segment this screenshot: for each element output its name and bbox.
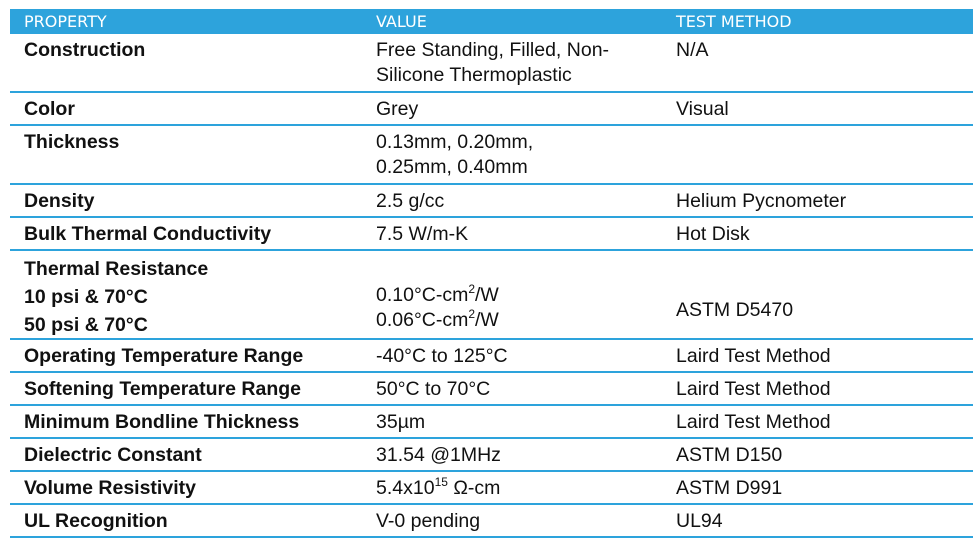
value-cell: 35µm [376,411,426,433]
value-cell [376,38,609,88]
property-line: 50 psi & 70°C [24,314,148,336]
property-cell: Thickness [24,131,120,153]
method-cell: ASTM D150 [676,444,783,466]
table-row [10,373,973,406]
property-cell: Operating Temperature Range [24,345,304,367]
method-cell: Hot Disk [676,223,750,245]
method-cell: Laird Test Method [676,378,831,400]
value-line: 0.25mm, 0.40mm [376,156,528,178]
value-cell [376,130,533,180]
table-row [10,472,973,505]
properties-table [10,9,973,538]
superscript: 2 [468,306,476,321]
table-row [10,34,973,93]
table-row [10,185,973,218]
value-cell: 50°C to 70°C [376,378,491,400]
method-cell: ASTM D5470 [676,299,794,321]
property-cell: Color [24,98,75,120]
value-text: Ω-cm [447,477,501,499]
property-cell: Construction [24,39,146,61]
property-cell: Dielectric Constant [24,444,202,466]
value-cell: 2.5 g/cc [376,190,445,212]
method-cell: Laird Test Method [676,345,831,367]
property-cell: Minimum Bondline Thickness [24,411,300,433]
property-cell: Bulk Thermal Conductivity [24,223,272,245]
method-cell: N/A [676,39,709,61]
property-cell: Volume Resistivity [24,477,196,499]
value-line [376,281,499,306]
table-row [10,251,973,340]
property-line: Thermal Resistance [24,258,209,280]
table-row [10,505,973,538]
value-text: 0.06°C-cm [376,309,469,331]
table-row [10,93,973,126]
value-cell [376,283,499,333]
method-cell: ASTM D991 [676,477,783,499]
value-line: Free Standing, Filled, Non- [376,39,610,61]
value-cell: -40°C to 125°C [376,345,508,367]
table-header [10,9,973,34]
superscript: 2 [468,281,476,296]
value-line [376,306,499,331]
method-cell: UL94 [676,510,723,532]
value-line: Silicone Thermoplastic [376,64,572,86]
header-property: PROPERTY [24,12,107,31]
header-test-method: TEST METHOD [676,12,792,31]
value-text: 5.4x10 [376,477,435,499]
method-cell: Visual [676,98,729,120]
table-row [10,340,973,373]
method-cell: Helium Pycnometer [676,190,847,212]
method-cell: Laird Test Method [676,411,831,433]
value-cell: 7.5 W/m-K [376,223,469,245]
value-cell: Grey [376,98,419,120]
value-cell: 31.54 @1MHz [376,444,501,466]
property-cell: UL Recognition [24,510,168,532]
property-line: 10 psi & 70°C [24,286,148,308]
value-line: 0.13mm, 0.20mm, [376,131,534,153]
value-text: /W [475,284,499,306]
property-cell: Density [24,190,95,212]
table-row [10,439,973,472]
value-text: /W [475,309,499,331]
property-cell [24,255,208,339]
value-text: 0.10°C-cm [376,284,469,306]
superscript: 15 [434,474,448,489]
value-cell [376,476,500,501]
table-row [10,218,973,251]
table-row [10,126,973,185]
table-row [10,406,973,439]
header-value: VALUE [376,12,427,31]
value-cell: V-0 pending [376,510,481,532]
property-cell: Softening Temperature Range [24,378,302,400]
